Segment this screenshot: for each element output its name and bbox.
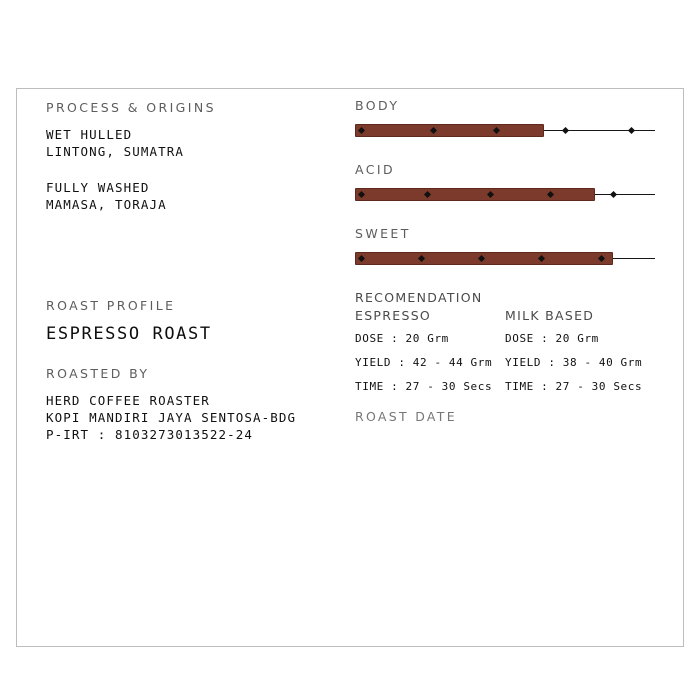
roaster-line-2: KOPI MANDIRI JAYA SENTOSA-BDG (46, 410, 297, 425)
slider-fill (355, 188, 595, 201)
recommendation-heading: RECOMENDATION (355, 290, 483, 305)
recommendation-column-milk (505, 308, 655, 404)
slider-body (355, 98, 655, 140)
roaster-line-1: HERD COFFEE ROASTER (46, 393, 210, 408)
slider-label-acid: ACID (355, 162, 395, 177)
slider-tick-dot (561, 126, 568, 133)
column-title-milk-based: MILK BASED (505, 308, 595, 323)
origin-place-2: MAMASA, TORAJA (46, 197, 167, 212)
left-spacer (46, 232, 346, 298)
roaster-line-3: P-IRT : 8103273013522-24 (46, 427, 254, 442)
slider-track-body[interactable] (355, 122, 655, 140)
roast-date-label: ROAST DATE (355, 409, 457, 424)
right-column (355, 98, 655, 424)
roast-profile-heading: ROAST PROFILE (46, 298, 176, 313)
origin-place-1: LINTONG, SUMATRA (46, 144, 185, 159)
left-column (46, 100, 346, 443)
slider-tick-dot (609, 190, 616, 197)
espresso-time: TIME : 27 - 30 Secs (355, 380, 493, 393)
slider-sweet (355, 226, 655, 268)
slider-fill (355, 124, 544, 137)
milk-dose: DOSE : 20 Grm (505, 332, 599, 345)
slider-tick-dot (627, 126, 634, 133)
slider-acid (355, 162, 655, 204)
recommendation-column-espresso (355, 308, 505, 404)
roast-profile-value: ESPRESSO ROAST (46, 324, 212, 344)
slider-track-acid[interactable] (355, 186, 655, 204)
milk-yield: YIELD : 38 - 40 Grm (505, 356, 643, 369)
recommendation-table (355, 308, 655, 404)
milk-time: TIME : 27 - 30 Secs (505, 380, 643, 393)
origin-entry-2 (46, 179, 346, 213)
roasted-by-heading: ROASTED BY (46, 366, 150, 381)
espresso-dose: DOSE : 20 Grm (355, 332, 449, 345)
origin-process-2: FULLY WASHED (46, 180, 150, 195)
origin-process-1: WET HULLED (46, 127, 133, 142)
column-title-espresso: ESPRESSO (355, 308, 432, 323)
process-origins-heading: PROCESS & ORIGINS (46, 100, 216, 115)
slider-track-sweet[interactable] (355, 250, 655, 268)
slider-label-sweet: SWEET (355, 226, 411, 241)
slider-label-body: BODY (355, 98, 400, 113)
espresso-yield: YIELD : 42 - 44 Grm (355, 356, 493, 369)
origin-entry-1 (46, 126, 346, 160)
